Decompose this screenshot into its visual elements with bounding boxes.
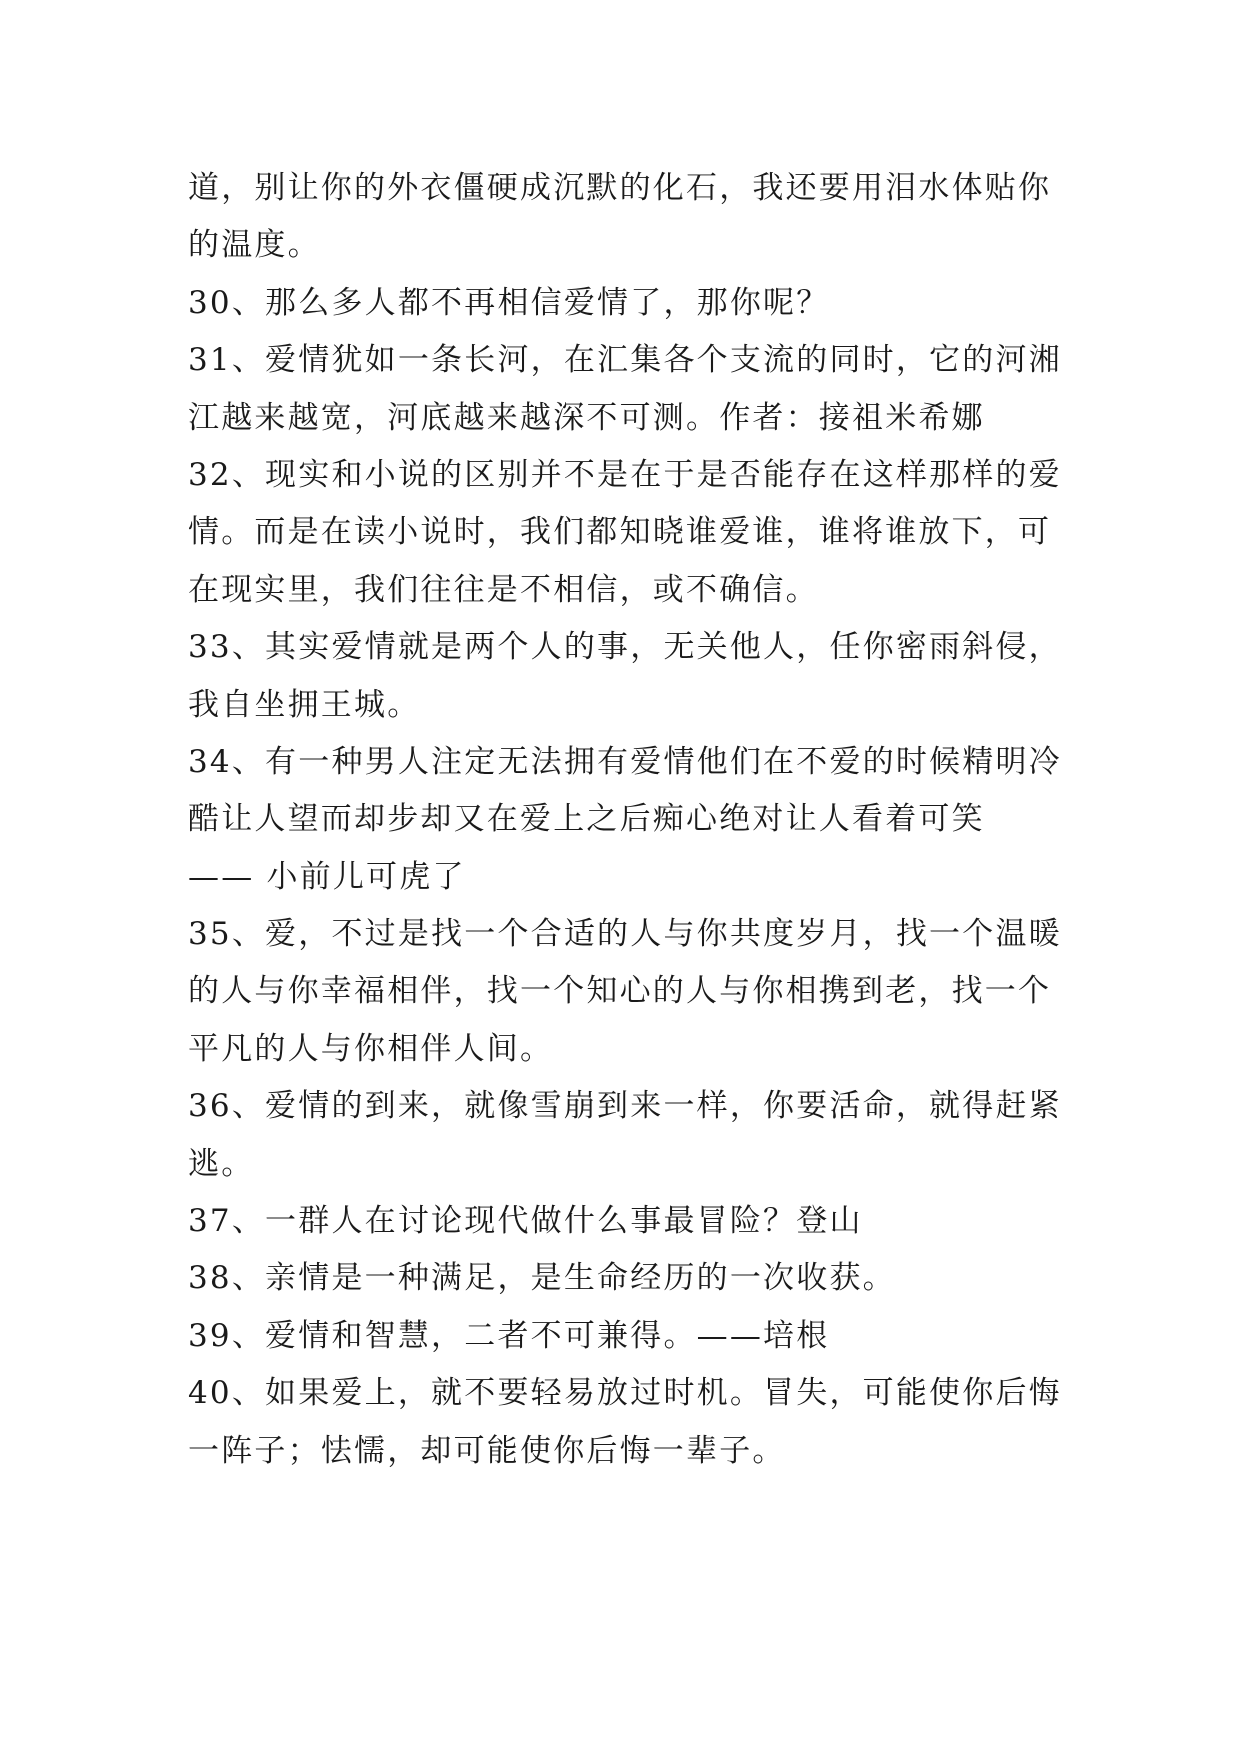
text-line: 37、一群人在讨论现代做什么事最冒险？登山 <box>188 1203 863 1240</box>
text-line: 平凡的人与你相伴人间。 <box>188 1030 554 1067</box>
text-line: 33、其实爱情就是两个人的事，无关他人，任你密雨斜侵， <box>188 629 1062 666</box>
text-line: 道，别让你的外衣僵硬成沉默的化石，我还要用泪水体贴你 <box>188 170 1052 206</box>
text-line: 江越来越宽，河底越来越深不可测。作者：接祖米希娜 <box>188 399 985 436</box>
text-line: 38、亲情是一种满足，是生命经历的一次收获。 <box>188 1260 896 1297</box>
text-line: 在现实里，我们往往是不相信，或不确信。 <box>188 571 819 608</box>
text-line: 逃。 <box>188 1145 255 1182</box>
document-body <box>188 160 1068 1480</box>
text-line: —— 小前儿可虎了 <box>188 858 466 895</box>
text-line: 30、那么多人都不再相信爱情了，那你呢？ <box>188 284 830 321</box>
text-line: 39、爱情和智慧，二者不可兼得。——培根 <box>188 1317 830 1354</box>
text-line: 酷让人望而却步却又在爱上之后痴心绝对让人看着可笑 <box>188 801 985 838</box>
text-line: 32、现实和小说的区别并不是在于是否能存在这样那样的爱 <box>188 456 1062 493</box>
text-line: 情。而是在读小说时，我们都知晓谁爱谁，谁将谁放下，可 <box>188 514 1052 551</box>
text-line: 一阵子；怯懦，却可能使你后悔一辈子。 <box>188 1432 786 1469</box>
text-line: 的人与你幸福相伴，找一个知心的人与你相携到老，找一个 <box>188 973 1052 1010</box>
text-line: 35、爱，不过是找一个合适的人与你共度岁月，找一个温暖 <box>188 916 1062 953</box>
text-line: 我自坐拥王城。 <box>188 686 421 723</box>
text-line: 的温度。 <box>188 227 321 264</box>
text-line: 31、爱情犹如一条长河，在汇集各个支流的同时，它的河湘 <box>188 342 1062 379</box>
text-line: 40、如果爱上，就不要轻易放过时机。冒失，可能使你后悔 <box>188 1375 1062 1412</box>
text-line: 34、有一种男人注定无法拥有爱情他们在不爱的时候精明冷 <box>188 743 1062 780</box>
text-line: 36、爱情的到来，就像雪崩到来一样，你要活命，就得赶紧 <box>188 1088 1062 1125</box>
